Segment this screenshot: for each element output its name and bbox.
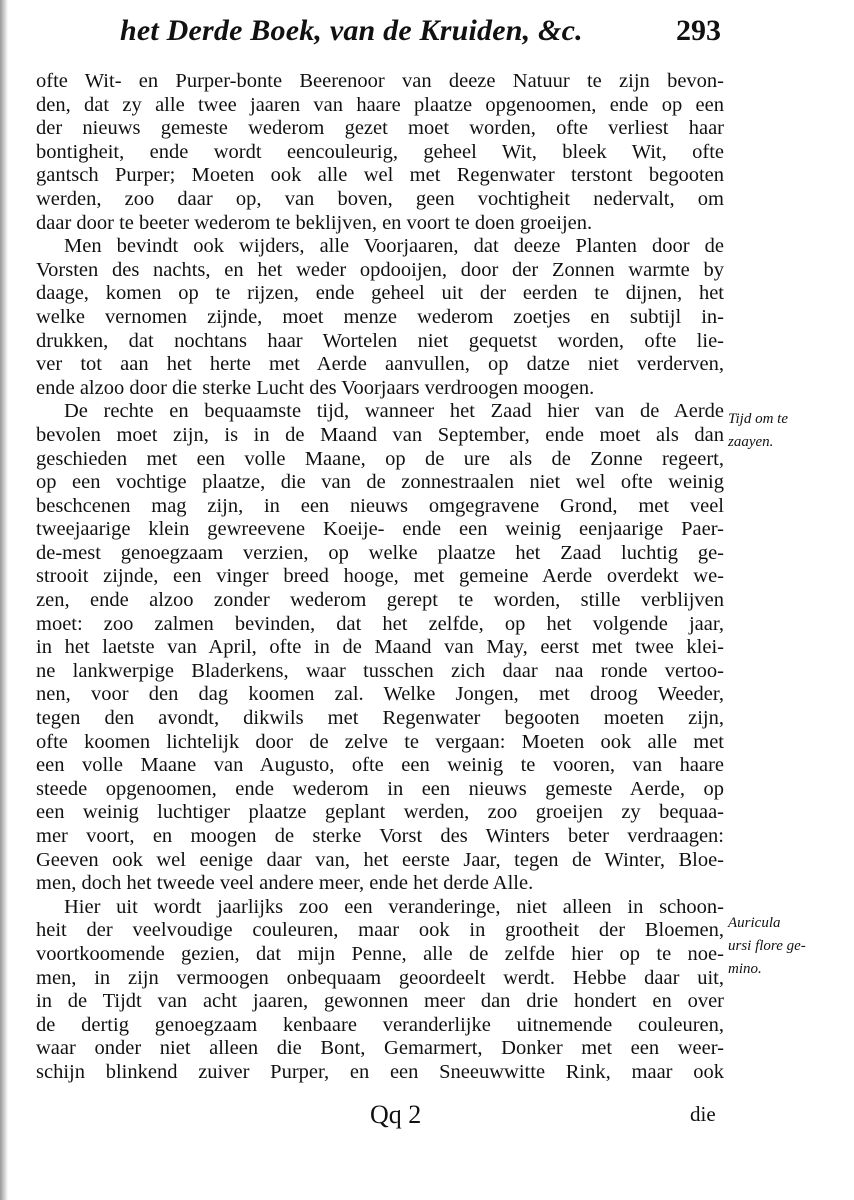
running-head: het Derde Boek, van de Kruiden, &c.: [120, 14, 583, 47]
page-footer: [0, 1100, 854, 1140]
text-line: tegen den avondt, dikwils met Regenwater begooten moeten zijn,: [36, 707, 724, 730]
text-line: men, in zijn vermoogen onbequaam geoordeelt werdt. Hebbe daar uit,: [36, 966, 724, 989]
text-line: men, doch het tweede veel andere meer, ende het derde Alle.: [36, 872, 534, 895]
text-line: de dertig genoegzaam kenbaare veranderlijke uitnemende couleuren,: [36, 1013, 724, 1036]
page-number: 293: [676, 14, 721, 47]
text-line: Geeven ook wel eenige daar van, het eerste Jaar, tegen de Winter, Bloe-: [36, 848, 724, 871]
text-line: een weinig luchtiger plaatze geplant werden, zoo groeijen zy bequaa-: [36, 801, 724, 824]
text-line: daage, komen op te rijzen, ende geheel uit der eerden te dijnen, het: [36, 282, 724, 305]
text-line: heit der veelvoudige couleuren, maar ook in grootheit der Bloemen,: [36, 919, 724, 942]
text-line: beschcenen mag zijn, in een nieuws omgegravene Grond, met veel: [36, 494, 724, 517]
text-line: in het laetste van April, ofte in de Maand van May, eerst met twee klei-: [36, 636, 724, 659]
text-line: waar onder niet alleen die Bont, Gemarmert, Donker met een weer-: [36, 1037, 724, 1060]
text-line: nen, voor den dag koomen zal. Welke Jongen, met droog Weeder,: [36, 683, 724, 706]
text-line: moet: zoo zalmen bevinden, dat het zelfde, op het volgende jaar,: [36, 612, 724, 635]
text-line: gantsch Purper; Moeten ook alle wel met Regenwater terstont begooten: [36, 164, 724, 187]
catchword: die: [690, 1102, 716, 1126]
margin-note-line: Auricula: [728, 915, 781, 931]
page-edge-shadow: [0, 0, 8, 1200]
text-line: zen, ende alzoo zonder wederom gerept te worden, stille verblijven: [36, 589, 724, 612]
margin-note-line: zaayen.: [728, 434, 774, 450]
text-line: ver tot aan het herte met Aerde aanvullen, op datze niet verderven,: [36, 353, 724, 376]
text-line: voortkoomende gezien, dat mijn Penne, alle de zelfde hier op te noe-: [36, 942, 724, 965]
text-line: steede opgenoomen, ende wederom in een nieuws gemeste Aerde, op: [36, 777, 724, 800]
text-line: ne lankwerpige Bladerkens, waar tusschen zich daar naa ronde vertoo-: [36, 659, 724, 682]
margin-note-auricula: [728, 912, 848, 981]
text-line: schijn blinkend zuiver Purper, en een Sneeuwwitte Rink, maar ook: [36, 1060, 724, 1083]
margin-note-line: Tijd om te: [728, 411, 789, 427]
text-line: de-mest genoegzaam verzien, op welke plaatze het Zaad luchtig ge-: [36, 541, 724, 564]
text-line: een volle Maane van Augusto, ofte een weinig te vooren, van haare: [36, 754, 724, 777]
page-header: [120, 14, 720, 64]
text-line: den, dat zy alle twee jaaren van haare plaatze opgenoomen, ende op een: [36, 93, 724, 116]
body-text: [36, 70, 724, 1085]
text-line: daar door te beeter wederom te beklijven, en voort te doen groeijen.: [36, 211, 593, 234]
text-line: Men bevindt ook wijders, alle Voorjaaren, dat deeze Planten door de: [64, 235, 724, 258]
text-line: strooit zijnde, een vinger breed hooge, met gemeine Aerde overdekt we-: [36, 565, 724, 588]
text-line: De rechte en bequaamste tijd, wanneer het Zaad hier van de Aerde: [64, 400, 724, 423]
text-line: Hier uit wordt jaarlijks zoo een veranderinge, niet alleen in schoon-: [64, 895, 724, 918]
margin-note-line: mino.: [728, 961, 762, 977]
margin-note-line: ursi flore ge-: [728, 938, 806, 954]
text-line: in de Tijdt van acht jaaren, gewonnen meer dan drie hondert en over: [36, 990, 724, 1013]
text-line: drukken, dat nochtans haar Wortelen niet gequetst worden, ofte lie-: [36, 329, 724, 352]
text-line: ofte koomen lichtelijk door de zelve te vergaan: Moeten ook alle met: [36, 730, 724, 753]
text-line: der nieuws gemeste wederom gezet moet worden, ofte verliest haar: [36, 117, 724, 140]
margin-note-sowing-time: [728, 408, 848, 454]
text-line: welke vernomen zijnde, moet menze wederom zoetjes en subtijl in-: [36, 305, 724, 328]
text-line: ende alzoo door die sterke Lucht des Voorjaars verdroogen moogen.: [36, 376, 595, 399]
text-line: bontigheit, ende wordt eencouleurig, geheel Wit, bleek Wit, ofte: [36, 140, 724, 163]
text-line: bevolen moet zijn, is in de Maand van September, ende moet als dan: [36, 423, 724, 446]
text-line: ofte Wit- en Purper-bonte Beerenoor van deeze Natuur te zijn bevon-: [36, 70, 724, 92]
text-line: op een vochtige plaatze, die van de zonnestraalen niet wel ofte weinig: [36, 471, 724, 494]
text-line: mer voort, en moogen de sterke Vorst des Winters beter verdraagen:: [36, 825, 724, 847]
signature-mark: Qq 2: [370, 1100, 422, 1129]
text-line: geschieden met een volle Maane, op de ure als de Zonne regeert,: [36, 447, 724, 470]
text-line: Vorsten des nachts, en het weder opdooijen, door der Zonnen warmte by: [36, 258, 724, 281]
text-line: werden, zoo daar op, van boven, geen vochtigheit nedervalt, om: [36, 187, 724, 210]
text-line: tweejaarige klein gewreevene Koeije- ende een weinig eenjaarige Paer-: [36, 518, 724, 541]
